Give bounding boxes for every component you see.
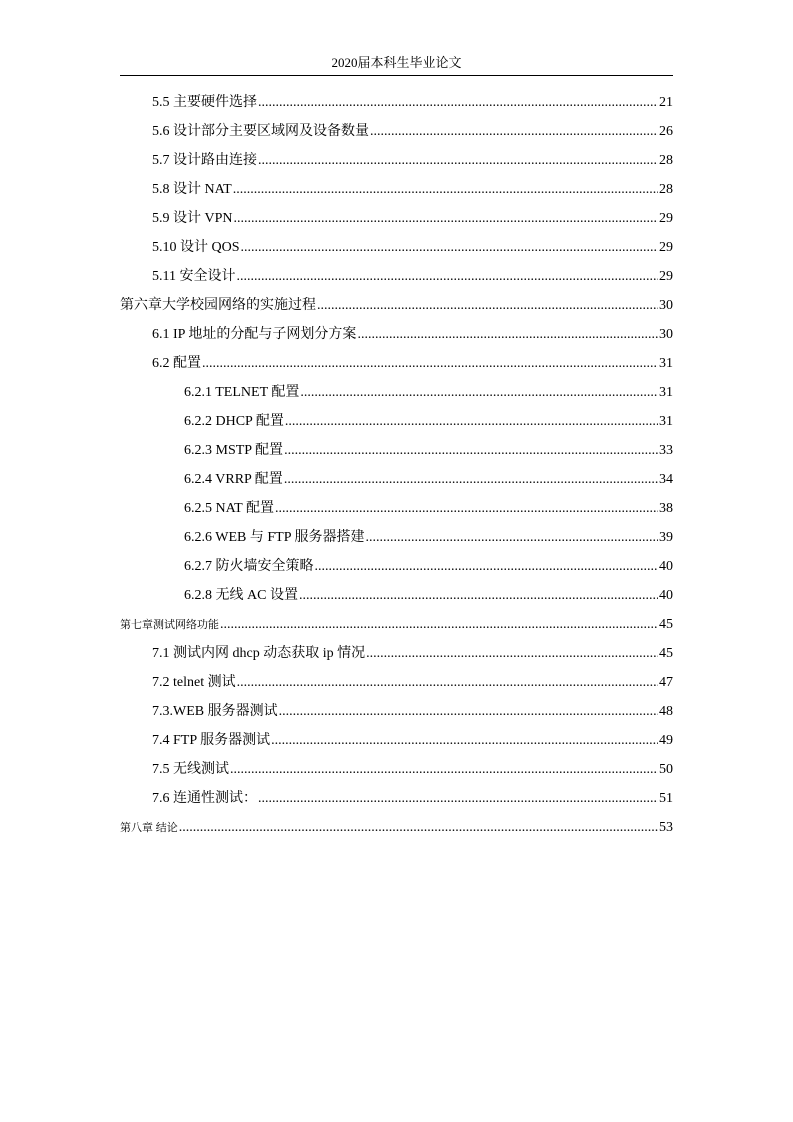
toc-leader-dots [315,556,659,578]
toc-leader-dots [233,179,658,201]
toc-entry-title: 5.5 主要硬件选择 [152,95,257,110]
toc-entry-title: 7.3.WEB 服务器测试 [152,704,278,719]
toc-entry[interactable] [152,730,673,752]
toc-leader-dots [317,295,658,317]
toc-entry[interactable] [184,556,673,578]
toc-entry-title: 7.1 测试内网 dhcp 动态获取 ip 情况 [152,646,366,661]
toc-entry-title: 6.2.2 DHCP 配置 [184,414,284,429]
toc-entry-title: 7.4 FTP 服务器测试 [152,733,271,748]
toc-entry-page: 40 [659,588,673,603]
toc-entry[interactable] [152,121,673,143]
toc-entry[interactable] [152,266,673,288]
toc-leader-dots [284,469,658,491]
toc-entry[interactable] [152,643,673,665]
toc-entry[interactable] [184,411,673,433]
toc-leader-dots [366,643,658,665]
toc-entry-page: 31 [659,356,673,371]
toc-leader-dots [258,150,658,172]
toc-entry-title: 5.8 设计 NAT [152,182,232,197]
toc-entry[interactable] [152,353,673,375]
toc-entry-title: 6.2.1 TELNET 配置 [184,385,300,400]
toc-entry-title: 6.1 IP 地址的分配与子网划分方案 [152,327,357,342]
toc-entry-page: 34 [659,472,673,487]
toc-leader-dots [357,324,658,346]
toc-leader-dots [220,614,658,636]
toc-leader-dots [258,92,658,114]
page-header: 2020届本科生毕业论文 [331,55,462,70]
toc-leader-dots [275,498,658,520]
toc-entry-title: 6.2.7 防火墙安全策略 [184,559,314,574]
toc-entry-page: 29 [659,211,673,226]
toc-entry-title: 7.2 telnet 测试 [152,675,236,690]
toc-entry-title: 6.2.3 MSTP 配置 [184,443,284,458]
toc-entry-title: 5.6 设计部分主要区域网及设备数量 [152,124,369,139]
toc-entry-page: 51 [659,791,673,806]
toc-leader-dots [284,440,658,462]
toc-entry-page: 31 [659,385,673,400]
toc-entry-page: 45 [659,646,673,661]
toc-leader-dots [370,121,658,143]
toc-entry[interactable] [152,788,673,810]
toc-entry-title: 第六章大学校园网络的实施过程 [120,298,316,313]
toc-entry-title: 6.2.8 无线 AC 设置 [184,588,298,603]
toc-entry[interactable] [152,92,673,114]
toc-entry-title: 6.2 配置 [152,356,201,371]
toc-entry[interactable] [152,208,673,230]
toc-entry-page: 26 [659,124,673,139]
toc-entry-page: 39 [659,530,673,545]
toc-entry[interactable] [184,440,673,462]
toc-entry[interactable] [152,150,673,172]
toc-entry[interactable] [152,672,673,694]
toc-entry-page: 50 [659,762,673,777]
toc-leader-dots [202,353,658,375]
toc-entry-title: 5.10 设计 QOS [152,240,240,255]
toc-leader-dots [234,208,658,230]
toc-entry-title: 第七章测试网络功能 [120,619,219,631]
toc-entry-title: 第八章 结论 [120,822,178,834]
toc-entry-title: 5.7 设计路由连接 [152,153,257,168]
toc-entry-page: 30 [659,298,673,313]
toc-entry[interactable] [184,585,673,607]
toc-entry-page: 28 [659,153,673,168]
toc-entry[interactable] [152,324,673,346]
toc-entry-title: 7.6 连通性测试： [152,791,257,806]
toc-leader-dots [365,527,658,549]
toc-leader-dots [299,585,658,607]
toc-entry-page: 28 [659,182,673,197]
toc-entry[interactable] [152,701,673,723]
toc-leader-dots [279,701,658,723]
toc-entry-page: 38 [659,501,673,516]
toc-leader-dots [179,817,658,839]
toc-entry[interactable] [152,179,673,201]
toc-entry-page: 40 [659,559,673,574]
toc-leader-dots [258,788,658,810]
toc-entry-title: 6.2.6 WEB 与 FTP 服务器搭建 [184,530,365,545]
toc-entry[interactable] [152,759,673,781]
toc-leader-dots [271,730,658,752]
toc-leader-dots [236,266,658,288]
toc-entry-title: 6.2.4 VRRP 配置 [184,472,283,487]
toc-leader-dots [230,759,658,781]
toc-leader-dots [237,672,658,694]
toc-entry-page: 48 [659,704,673,719]
toc-entry-page: 29 [659,269,673,284]
toc-entry[interactable] [120,817,673,839]
toc-entry[interactable] [184,527,673,549]
toc-entry-page: 21 [659,95,673,110]
toc-leader-dots [285,411,658,433]
toc-entry-title: 5.9 设计 VPN [152,211,233,226]
toc-entry-page: 47 [659,675,673,690]
toc-entry-page: 45 [659,617,673,632]
toc-entry[interactable] [152,237,673,259]
toc-entry[interactable] [184,498,673,520]
toc-entry-page: 49 [659,733,673,748]
header-rule [120,75,673,76]
toc-leader-dots [241,237,658,259]
toc-leader-dots [300,382,658,404]
toc-entry-title: 5.11 安全设计 [152,269,236,284]
toc-entry-page: 29 [659,240,673,255]
toc-entry-page: 33 [659,443,673,458]
toc-entry-title: 6.2.5 NAT 配置 [184,501,274,516]
toc-entry[interactable] [120,614,673,636]
toc-entry-page: 30 [659,327,673,342]
toc-entry-title: 7.5 无线测试 [152,762,229,777]
toc-entry[interactable] [184,469,673,491]
toc-entry[interactable] [120,295,673,317]
toc-entry-page: 31 [659,414,673,429]
toc-entry-page: 53 [659,820,673,835]
toc-entry[interactable] [184,382,673,404]
